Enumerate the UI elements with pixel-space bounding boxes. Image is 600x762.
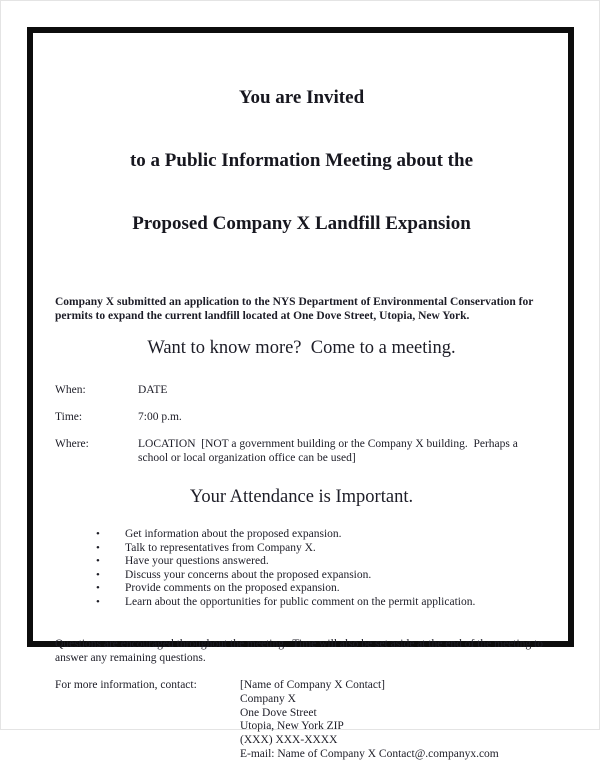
detail-value: DATE bbox=[138, 384, 168, 396]
detail-row-time bbox=[55, 411, 548, 425]
detail-row-where bbox=[55, 438, 548, 465]
document-frame bbox=[27, 27, 574, 760]
intro-paragraph: Company X submitted an application to the NYS Department of Environmental Conservation for permits to expand the current landfill located at One Dove Street, Utopia, New York. bbox=[55, 296, 536, 322]
contact-line: E-mail: Name of Company X Contact@.companyx.com bbox=[240, 747, 499, 760]
attendance-heading: Your Attendance is Important. bbox=[189, 487, 414, 507]
detail-value: LOCATION [NOT a government building or the Company X building. Perhaps a school or local organization office can be used] bbox=[138, 438, 521, 464]
bullet-item: • Discuss your concerns about the proposed expansion. bbox=[55, 569, 555, 583]
bullet-item: • Get information about the proposed expansion. bbox=[55, 528, 555, 542]
detail-value: 7:00 p.m. bbox=[138, 411, 182, 423]
contact-line: Utopia, New York ZIP bbox=[240, 720, 344, 733]
bullet-list bbox=[55, 528, 548, 609]
questions-paragraph: Questions are encouraged throughout the meeting. Time will also be set aside at the end of the meeting to answer any remaining questions. bbox=[55, 638, 546, 664]
contact-line: One Dove Street bbox=[240, 706, 317, 719]
title-line-3: Proposed Company X Landfill Expansion bbox=[132, 213, 471, 234]
meeting-details bbox=[55, 384, 548, 465]
detail-row-when bbox=[55, 384, 548, 398]
bullet-item: • Have your questions answered. bbox=[55, 555, 555, 569]
detail-label: Time: bbox=[55, 411, 83, 423]
bullet-item: • Provide comments on the proposed expansion. bbox=[55, 582, 555, 596]
detail-label: Where: bbox=[55, 438, 89, 450]
contact-line: (XXX) XXX-XXXX bbox=[240, 734, 338, 747]
contact-line: [Name of Company X Contact] bbox=[240, 679, 385, 691]
contact-line: Company X bbox=[240, 692, 296, 705]
title-line-2: to a Public Information Meeting about the bbox=[129, 150, 474, 171]
contact-label: For more information, contact: bbox=[55, 679, 197, 691]
bullet-item: • Talk to representatives from Company X. bbox=[55, 542, 555, 556]
bullet-item: • Learn about the opportunities for public comment on the permit application. bbox=[55, 596, 555, 610]
document-title bbox=[55, 45, 548, 276]
title-line-1: You are Invited bbox=[238, 87, 365, 108]
detail-label: When: bbox=[55, 384, 86, 396]
meeting-invite-line: Want to know more? Come to a meeting. bbox=[147, 338, 456, 358]
contact-block bbox=[55, 679, 548, 762]
contact-lines bbox=[240, 679, 499, 762]
